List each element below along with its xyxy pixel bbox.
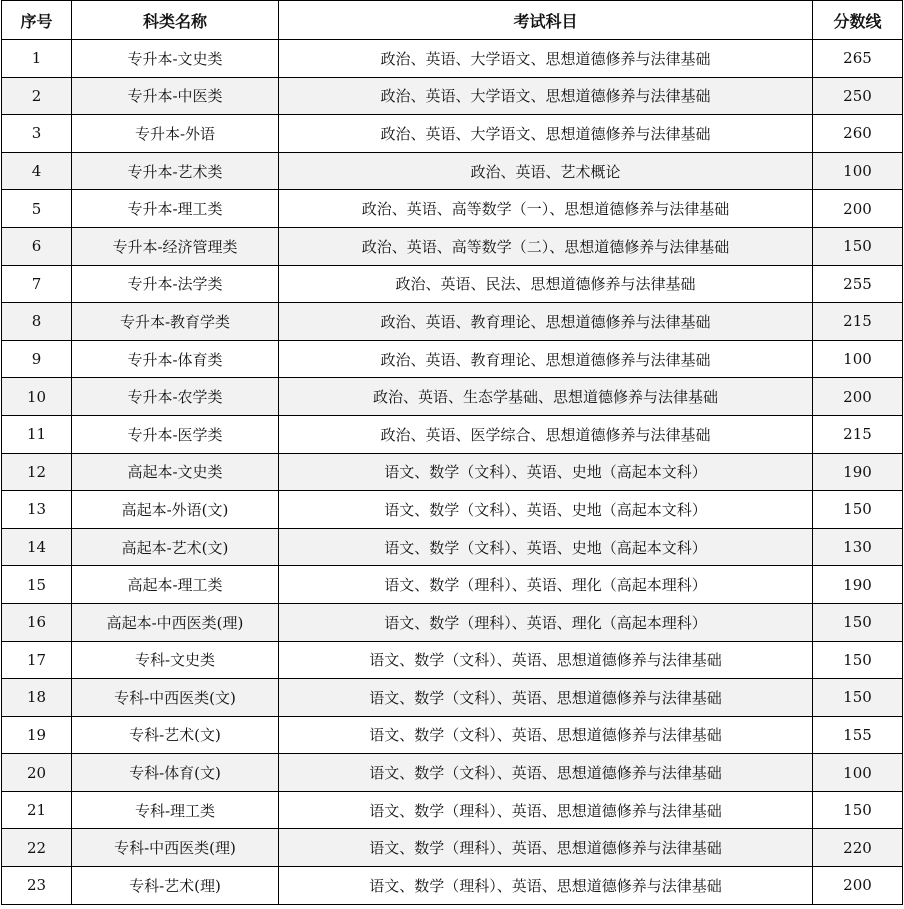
cell-subjects: 语文、数学（文科）、英语、史地（高起本文科） (279, 491, 813, 529)
cell-index: 12 (2, 453, 72, 491)
cell-subjects: 政治、英语、大学语文、思想道德修养与法律基础 (279, 115, 813, 153)
table-row (2, 603, 903, 641)
cell-score: 100 (813, 340, 903, 378)
cell-index: 22 (2, 829, 72, 867)
cell-category: 专升本-外语 (72, 115, 279, 153)
header-subjects: 考试科目 (279, 1, 813, 40)
cell-score: 155 (813, 716, 903, 754)
cell-subjects: 政治、英语、高等数学（一）、思想道德修养与法律基础 (279, 190, 813, 228)
cell-category: 专升本-文史类 (72, 40, 279, 78)
cell-subjects: 语文、数学（理科）、英语、思想道德修养与法律基础 (279, 791, 813, 829)
cell-category: 专升本-理工类 (72, 190, 279, 228)
cell-index: 1 (2, 40, 72, 78)
cell-score: 100 (813, 754, 903, 792)
cell-score: 200 (813, 378, 903, 416)
cell-category: 高起本-中西医类(理) (72, 603, 279, 641)
cell-score: 190 (813, 566, 903, 604)
cell-index: 7 (2, 265, 72, 303)
cell-subjects: 语文、数学（理科）、英语、思想道德修养与法律基础 (279, 867, 813, 905)
cell-subjects: 语文、数学（文科）、英语、思想道德修养与法律基础 (279, 641, 813, 679)
cell-category: 专科-艺术(文) (72, 716, 279, 754)
cell-score: 150 (813, 679, 903, 717)
cell-category: 专科-中西医类(理) (72, 829, 279, 867)
cell-score: 150 (813, 603, 903, 641)
table-row (2, 303, 903, 341)
header-category: 科类名称 (72, 1, 279, 40)
table-row (2, 829, 903, 867)
cell-category: 专科-中西医类(文) (72, 679, 279, 717)
table-row (2, 40, 903, 78)
cell-subjects: 语文、数学（文科）、英语、史地（高起本文科） (279, 528, 813, 566)
score-table (1, 0, 903, 905)
table-row (2, 340, 903, 378)
table-row (2, 190, 903, 228)
cell-category: 专升本-医学类 (72, 415, 279, 453)
table-row (2, 641, 903, 679)
cell-subjects: 政治、英语、大学语文、思想道德修养与法律基础 (279, 77, 813, 115)
cell-index: 13 (2, 491, 72, 529)
cell-index: 17 (2, 641, 72, 679)
cell-score: 250 (813, 77, 903, 115)
cell-subjects: 政治、英语、教育理论、思想道德修养与法律基础 (279, 340, 813, 378)
cell-index: 16 (2, 603, 72, 641)
cell-score: 100 (813, 152, 903, 190)
cell-score: 215 (813, 303, 903, 341)
cell-index: 9 (2, 340, 72, 378)
cell-subjects: 政治、英语、医学综合、思想道德修养与法律基础 (279, 415, 813, 453)
cell-index: 4 (2, 152, 72, 190)
cell-score: 200 (813, 867, 903, 905)
cell-index: 10 (2, 378, 72, 416)
cell-subjects: 语文、数学（理科）、英语、理化（高起本理科） (279, 566, 813, 604)
cell-index: 3 (2, 115, 72, 153)
cell-index: 20 (2, 754, 72, 792)
cell-index: 8 (2, 303, 72, 341)
table-row (2, 378, 903, 416)
cell-subjects: 政治、英语、生态学基础、思想道德修养与法律基础 (279, 378, 813, 416)
cell-index: 14 (2, 528, 72, 566)
table-body (2, 40, 903, 905)
cell-score: 260 (813, 115, 903, 153)
cell-category: 专升本-经济管理类 (72, 227, 279, 265)
cell-score: 150 (813, 491, 903, 529)
cell-category: 专科-文史类 (72, 641, 279, 679)
table-row (2, 791, 903, 829)
header-score: 分数线 (813, 1, 903, 40)
table-row (2, 491, 903, 529)
cell-score: 150 (813, 227, 903, 265)
cell-index: 23 (2, 867, 72, 905)
table-row (2, 265, 903, 303)
table-row (2, 115, 903, 153)
cell-index: 21 (2, 791, 72, 829)
cell-score: 150 (813, 641, 903, 679)
cell-index: 6 (2, 227, 72, 265)
table-row (2, 227, 903, 265)
cell-category: 专升本-体育类 (72, 340, 279, 378)
cell-subjects: 政治、英语、艺术概论 (279, 152, 813, 190)
cell-index: 5 (2, 190, 72, 228)
table-row (2, 754, 903, 792)
cell-category: 专升本-法学类 (72, 265, 279, 303)
cell-category: 专升本-中医类 (72, 77, 279, 115)
cell-subjects: 政治、英语、民法、思想道德修养与法律基础 (279, 265, 813, 303)
cell-score: 130 (813, 528, 903, 566)
cell-category: 专升本-农学类 (72, 378, 279, 416)
table-row (2, 716, 903, 754)
cell-score: 190 (813, 453, 903, 491)
table-row (2, 77, 903, 115)
cell-category: 专升本-艺术类 (72, 152, 279, 190)
header-row (2, 1, 903, 40)
cell-subjects: 政治、英语、教育理论、思想道德修养与法律基础 (279, 303, 813, 341)
header-index: 序号 (2, 1, 72, 40)
cell-subjects: 政治、英语、大学语文、思想道德修养与法律基础 (279, 40, 813, 78)
cell-subjects: 政治、英语、高等数学（二）、思想道德修养与法律基础 (279, 227, 813, 265)
cell-category: 专科-理工类 (72, 791, 279, 829)
cell-score: 265 (813, 40, 903, 78)
table-row (2, 453, 903, 491)
cell-subjects: 语文、数学（文科）、英语、思想道德修养与法律基础 (279, 716, 813, 754)
cell-category: 专科-艺术(理) (72, 867, 279, 905)
table-row (2, 867, 903, 905)
cell-category: 专升本-教育学类 (72, 303, 279, 341)
table-row (2, 679, 903, 717)
cell-score: 255 (813, 265, 903, 303)
cell-index: 2 (2, 77, 72, 115)
cell-category: 高起本-艺术(文) (72, 528, 279, 566)
table-row (2, 528, 903, 566)
table-row (2, 152, 903, 190)
cell-category: 高起本-理工类 (72, 566, 279, 604)
cell-score: 215 (813, 415, 903, 453)
table-row (2, 415, 903, 453)
cell-subjects: 语文、数学（理科）、英语、理化（高起本理科） (279, 603, 813, 641)
table-row (2, 566, 903, 604)
cell-subjects: 语文、数学（文科）、英语、思想道德修养与法律基础 (279, 679, 813, 717)
cell-score: 200 (813, 190, 903, 228)
cell-index: 18 (2, 679, 72, 717)
cell-subjects: 语文、数学（理科）、英语、思想道德修养与法律基础 (279, 829, 813, 867)
cell-index: 15 (2, 566, 72, 604)
cell-index: 11 (2, 415, 72, 453)
cell-score: 150 (813, 791, 903, 829)
cell-score: 220 (813, 829, 903, 867)
cell-category: 高起本-外语(文) (72, 491, 279, 529)
cell-index: 19 (2, 716, 72, 754)
table-header (2, 1, 903, 40)
cell-subjects: 语文、数学（文科）、英语、史地（高起本文科） (279, 453, 813, 491)
cell-category: 高起本-文史类 (72, 453, 279, 491)
cell-category: 专科-体育(文) (72, 754, 279, 792)
cell-subjects: 语文、数学（文科）、英语、思想道德修养与法律基础 (279, 754, 813, 792)
